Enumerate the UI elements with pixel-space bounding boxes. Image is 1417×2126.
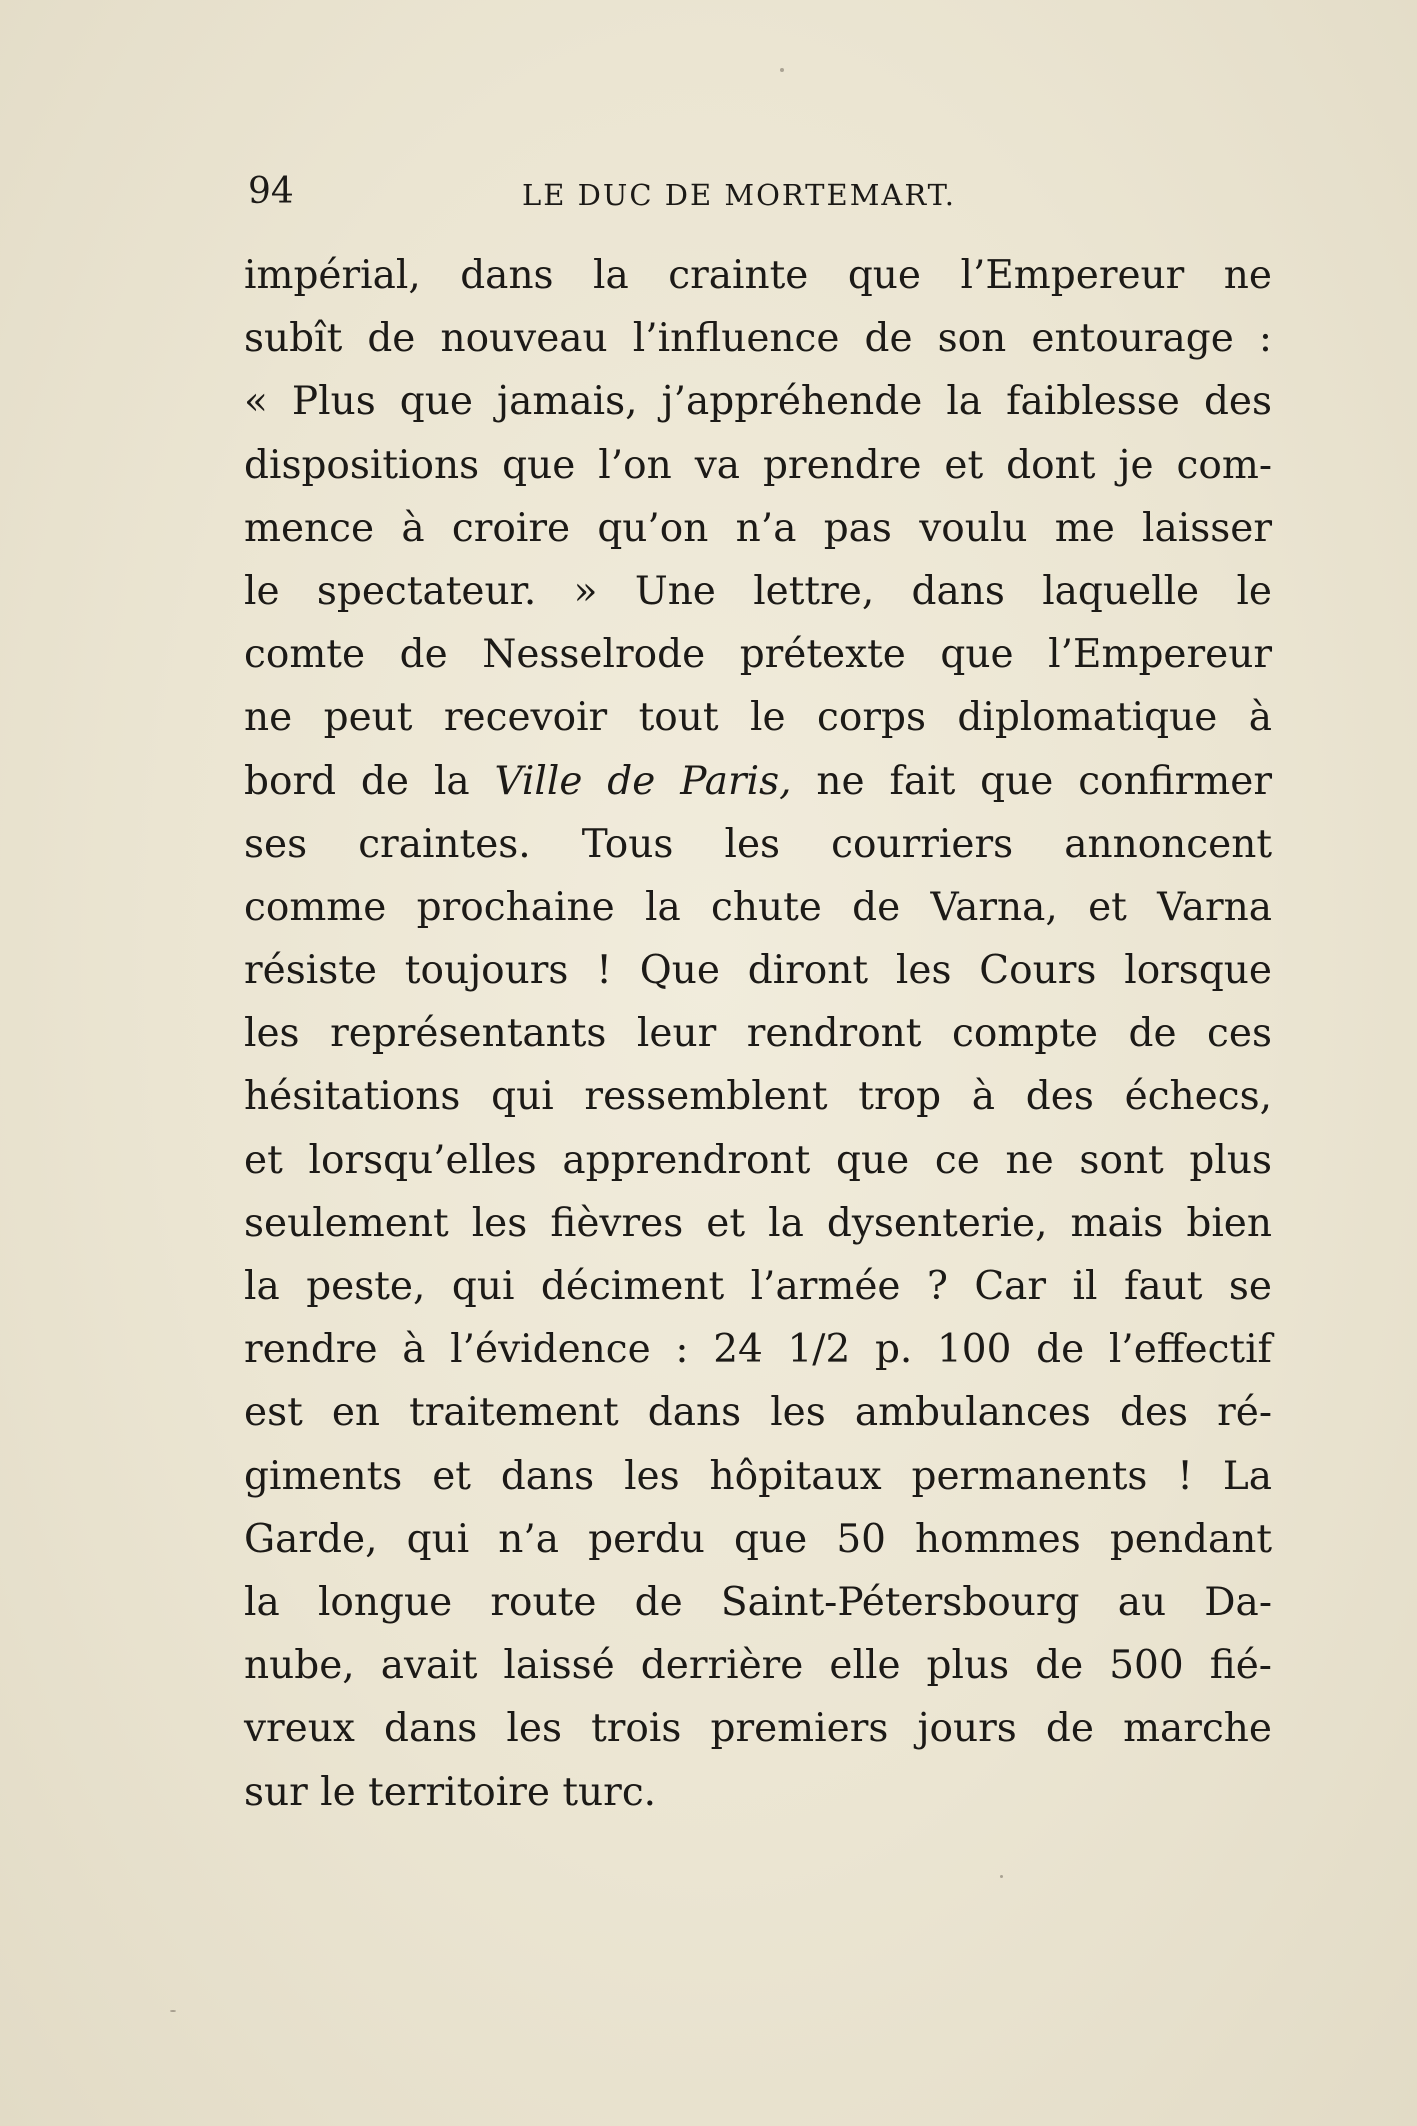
text-line: dispositions que l’on va prendre et dont je com-	[244, 442, 1272, 488]
text-line: giments et dans les hôpitaux permanents ! La	[244, 1453, 1272, 1499]
text-line: seulement les fièvres et la dysenterie, mais bien	[244, 1200, 1272, 1246]
text-line: sur le territoire turc.	[244, 1769, 657, 1815]
text-line: le spectateur. » Une lettre, dans laquelle le	[244, 568, 1272, 614]
text-line: ses craintes. Tous les courriers annoncent	[244, 821, 1272, 867]
text-line: vreux dans les trois premiers jours de marche	[244, 1706, 1272, 1752]
text-line: impérial, dans la crainte que l’Empereur ne	[244, 253, 1272, 298]
text-line: rendre à l’évidence : 24 1/2 p. 100 de l’effectif	[244, 1327, 1272, 1373]
running-head: LE DUC DE MORTEMART.	[522, 178, 956, 212]
text-line: les représentants leur rendront compte de ces	[244, 1011, 1272, 1057]
paper-speck	[780, 68, 784, 72]
text-line: la longue route de Saint-Pétersbourg au Da-	[244, 1579, 1272, 1625]
text-line: subît de nouveau l’influence de son entourage :	[244, 316, 1272, 362]
text-line: la peste, qui déciment l’armée ? Car il faut se	[244, 1264, 1272, 1309]
text-line: « Plus que jamais, j’appréhende la faiblesse des	[244, 379, 1272, 425]
body-text	[244, 244, 1272, 1824]
text-line: ne peut recevoir tout le corps diplomatique à	[244, 695, 1272, 741]
text-line: et lorsqu’elles apprendront que ce ne sont plus	[244, 1137, 1272, 1183]
text-segment: ne fait que confirmer	[791, 758, 1272, 804]
italic-title: Ville de Paris,	[494, 758, 792, 804]
text-segment: bord de la	[244, 758, 495, 804]
text-line: mence à croire qu’on n’a pas voulu me laisser	[244, 505, 1272, 551]
text-line: est en traitement dans les ambulances des ré-	[244, 1390, 1272, 1436]
page-header	[240, 172, 1020, 232]
paper-speck	[1000, 1875, 1003, 1878]
text-line: nube, avait laissé derrière elle plus de 500 fié-	[244, 1643, 1272, 1689]
page-number: 94	[248, 171, 294, 212]
paper-speck	[170, 2010, 176, 2012]
text-line: comte de Nesselrode prétexte que l’Empereur	[244, 632, 1272, 678]
text-line-with-italic	[244, 750, 1272, 813]
text-line: résiste toujours ! Que diront les Cours lorsque	[244, 948, 1272, 994]
text-line: Garde, qui n’a perdu que 50 hommes pendant	[244, 1516, 1272, 1562]
text-line: hésitations qui ressemblent trop à des échecs,	[244, 1074, 1272, 1120]
text-line: comme prochaine la chute de Varna, et Varna	[244, 884, 1272, 930]
